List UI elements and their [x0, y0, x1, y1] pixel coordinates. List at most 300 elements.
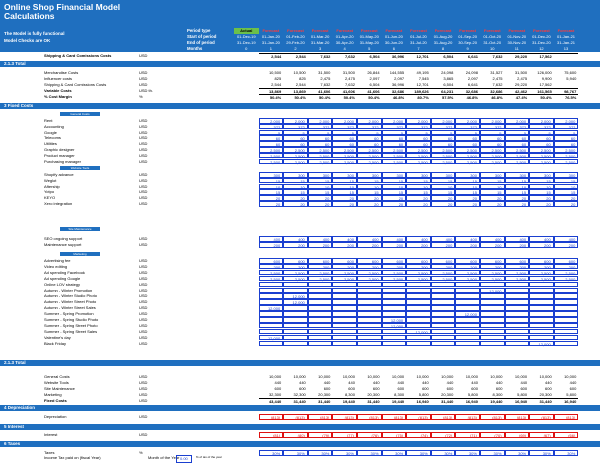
value-cell[interactable] [259, 282, 284, 288]
value-cell[interactable]: 2,500 [308, 159, 333, 165]
value-cell[interactable]: 825 [299, 76, 306, 81]
value-cell[interactable]: 2,097 [394, 76, 405, 81]
value-cell[interactable]: 600 [382, 258, 407, 264]
months-cell[interactable]: 8 [441, 46, 445, 51]
value-cell[interactable]: 600 [471, 386, 478, 391]
value-cell[interactable] [332, 317, 357, 323]
value-cell[interactable]: 600 [372, 386, 380, 391]
period_types-cell[interactable]: Forecast [311, 28, 329, 33]
value-cell[interactable] [234, 317, 259, 323]
value-cell[interactable]: 6,641 [467, 82, 478, 87]
value-cell[interactable]: (813) [283, 414, 308, 420]
value-cell[interactable]: 8,300 [344, 392, 355, 397]
value-cell[interactable]: 16,940 [554, 398, 579, 404]
value-cell[interactable] [283, 329, 308, 335]
value-cell[interactable] [234, 76, 259, 82]
value-cell[interactable]: 200 [554, 264, 579, 270]
period_types-cell[interactable]: Forecast [385, 28, 403, 33]
value-cell[interactable] [234, 130, 259, 136]
value-cell[interactable]: 50.4% [332, 94, 357, 100]
value-cell[interactable]: 49,195 [416, 70, 429, 75]
value-cell[interactable]: 200 [529, 242, 554, 248]
value-cell[interactable]: 2,500 [554, 153, 579, 159]
value-cell[interactable]: 12,000 [259, 305, 284, 311]
value-cell[interactable]: 2,475 [492, 76, 503, 81]
value-cell[interactable] [382, 288, 407, 294]
value-cell[interactable]: 400 [308, 236, 333, 242]
value-cell[interactable]: 2,500 [554, 270, 579, 276]
value-cell[interactable]: 2,500 [455, 147, 480, 153]
value-cell[interactable]: 300 [431, 172, 456, 178]
value-cell[interactable]: 2,500 [332, 153, 357, 159]
value-cell[interactable]: 30% [554, 450, 579, 456]
value-cell[interactable]: 600 [259, 258, 284, 264]
end_dates-cell[interactable]: 31-Aug-20 [433, 40, 453, 45]
value-cell[interactable]: 2,500 [406, 159, 431, 165]
value-cell[interactable]: 30% [283, 450, 308, 456]
months-cell[interactable]: 11 [514, 46, 519, 51]
value-cell[interactable]: 200 [505, 264, 530, 270]
value-cell[interactable] [308, 335, 333, 341]
value-cell[interactable] [283, 282, 308, 288]
value-cell[interactable] [505, 311, 530, 317]
value-cell[interactable]: 10 [480, 184, 505, 190]
value-cell[interactable]: 200 [406, 264, 431, 270]
value-cell[interactable]: 31,440 [308, 398, 333, 404]
value-cell[interactable] [406, 317, 431, 323]
value-cell[interactable]: 440 [446, 380, 454, 385]
value-cell[interactable]: 20 [431, 201, 456, 207]
value-cell[interactable]: 10 [406, 184, 431, 190]
value-cell[interactable]: 2,500 [382, 270, 407, 276]
value-cell[interactable]: 400 [382, 236, 407, 242]
value-cell[interactable] [505, 323, 530, 329]
value-cell[interactable]: 2,500 [505, 159, 530, 165]
value-cell[interactable]: 20 [357, 195, 382, 201]
value-cell[interactable]: 30% [357, 450, 382, 456]
value-cell[interactable]: 20 [308, 195, 333, 201]
value-cell[interactable]: 41,606 [332, 88, 357, 94]
value-cell[interactable] [529, 329, 554, 335]
start_dates-cell[interactable]: 01-Nov-20 [507, 34, 527, 39]
value-cell[interactable]: 60 [480, 141, 505, 147]
value-cell[interactable]: 31,500 [318, 70, 331, 75]
months-cell[interactable]: 7 [417, 46, 420, 51]
value-cell[interactable]: 400 [554, 236, 579, 242]
value-cell[interactable] [455, 317, 480, 323]
value-cell[interactable]: 20 [283, 195, 308, 201]
value-cell[interactable] [234, 374, 259, 380]
value-cell[interactable]: 2,500 [431, 159, 456, 165]
value-cell[interactable]: 600 [308, 258, 333, 264]
value-cell[interactable]: 46.8% [382, 94, 407, 100]
value-cell[interactable]: 2,500 [480, 276, 505, 282]
value-cell[interactable] [234, 184, 259, 190]
value-cell[interactable]: 30% [505, 450, 530, 456]
value-cell[interactable]: 400 [332, 236, 357, 242]
value-cell[interactable] [308, 305, 333, 311]
value-cell[interactable]: 2,500 [283, 159, 308, 165]
value-cell[interactable]: 24,098 [465, 70, 478, 75]
value-cell[interactable] [554, 341, 579, 347]
value-cell[interactable]: (66) [554, 432, 579, 438]
value-cell[interactable]: 30% [382, 450, 407, 456]
end_dates-cell[interactable]: 30-Jun-20 [384, 40, 403, 45]
value-cell[interactable]: 2,500 [382, 159, 407, 165]
value-cell[interactable]: 32,300 [293, 392, 306, 397]
value-cell[interactable] [406, 288, 431, 294]
value-cell[interactable] [406, 341, 431, 347]
value-cell[interactable]: 10,000 [539, 374, 552, 379]
period_types-cell[interactable]: Forecast [262, 28, 280, 33]
value-cell[interactable] [505, 299, 530, 305]
value-cell[interactable]: 2,500 [308, 276, 333, 282]
value-cell[interactable]: 372 [529, 124, 554, 130]
value-cell[interactable]: 2,500 [505, 147, 530, 153]
value-cell[interactable]: (813) [308, 414, 333, 420]
value-cell[interactable]: 400 [357, 236, 382, 242]
value-cell[interactable]: 2,500 [529, 270, 554, 276]
value-cell[interactable]: 7,632 [308, 53, 333, 59]
value-cell[interactable]: 200 [431, 264, 456, 270]
value-cell[interactable]: 15 [308, 189, 333, 195]
value-cell[interactable]: 440 [274, 380, 282, 385]
value-cell[interactable]: 15 [529, 178, 554, 184]
value-cell[interactable]: 15 [283, 189, 308, 195]
value-cell[interactable] [480, 317, 505, 323]
value-cell[interactable]: 2,000 [357, 118, 382, 124]
start_dates-cell[interactable]: 01-Jul-20 [410, 34, 427, 39]
value-cell[interactable]: 2,500 [308, 147, 333, 153]
value-cell[interactable]: 2,500 [431, 147, 456, 153]
value-cell[interactable]: 825 [274, 76, 282, 81]
value-cell[interactable]: 15 [382, 189, 407, 195]
value-cell[interactable]: (813) [554, 414, 579, 420]
value-cell[interactable]: 600 [283, 258, 308, 264]
value-cell[interactable] [332, 305, 357, 311]
value-cell[interactable]: 60 [505, 141, 530, 147]
value-cell[interactable]: 2,500 [308, 270, 333, 276]
value-cell[interactable]: 2,500 [308, 153, 333, 159]
value-cell[interactable]: 20 [529, 201, 554, 207]
value-cell[interactable] [234, 159, 259, 165]
value-cell[interactable]: 200 [382, 264, 407, 270]
value-cell[interactable] [505, 305, 530, 311]
value-cell[interactable]: 2,500 [283, 147, 308, 153]
value-cell[interactable] [283, 311, 308, 317]
value-cell[interactable]: 60 [554, 135, 579, 141]
value-cell[interactable] [529, 293, 554, 299]
value-cell[interactable]: 440 [348, 380, 355, 385]
period_types-cell[interactable]: Forecast [557, 28, 575, 33]
value-cell[interactable] [505, 341, 530, 347]
value-cell[interactable] [332, 299, 357, 305]
value-cell[interactable]: 12,000 [283, 299, 308, 305]
value-cell[interactable]: (67) [529, 432, 554, 438]
value-cell[interactable]: 60 [529, 141, 554, 147]
value-cell[interactable]: 400 [406, 236, 431, 242]
value-cell[interactable]: 200 [431, 242, 456, 248]
value-cell[interactable]: 5 [480, 130, 505, 136]
value-cell[interactable]: 30% [259, 450, 284, 456]
value-cell[interactable]: 60 [357, 141, 382, 147]
value-cell[interactable]: 41,606 [357, 88, 382, 94]
value-cell[interactable]: 2,500 [283, 270, 308, 276]
value-cell[interactable] [234, 82, 259, 88]
value-cell[interactable] [308, 323, 333, 329]
value-cell[interactable] [332, 293, 357, 299]
value-cell[interactable]: 2,000 [332, 118, 357, 124]
value-cell[interactable]: 60 [529, 135, 554, 141]
months-cell[interactable]: 2 [294, 46, 297, 51]
value-cell[interactable]: 200 [529, 264, 554, 270]
value-cell[interactable]: 20 [406, 195, 431, 201]
value-cell[interactable]: 15 [431, 189, 456, 195]
value-cell[interactable]: 60 [357, 135, 382, 141]
value-cell[interactable] [234, 94, 259, 100]
value-cell[interactable]: 20 [554, 201, 579, 207]
end_dates-cell[interactable]: 31-Dec-19 [236, 40, 256, 45]
value-cell[interactable] [382, 282, 407, 288]
value-cell[interactable] [234, 341, 259, 347]
value-cell[interactable]: 600 [569, 386, 577, 391]
value-cell[interactable]: 6,504 [369, 82, 380, 87]
value-cell[interactable]: 2,500 [554, 276, 579, 282]
value-cell[interactable] [234, 88, 259, 94]
value-cell[interactable]: 20,300 [367, 392, 380, 397]
value-cell[interactable]: 5,800 [418, 392, 429, 397]
value-cell[interactable]: 12,000 [382, 323, 407, 329]
value-cell[interactable]: 50.4% [357, 94, 382, 100]
period_types-cell[interactable]: Forecast [360, 28, 378, 33]
value-cell[interactable]: 26,844 [367, 70, 380, 75]
value-cell[interactable] [283, 305, 308, 311]
value-cell[interactable]: 12,000 [283, 293, 308, 299]
value-cell[interactable]: 440 [520, 380, 528, 385]
value-cell[interactable] [480, 305, 505, 311]
value-cell[interactable] [234, 380, 259, 386]
value-cell[interactable] [529, 335, 554, 341]
value-cell[interactable]: 2,500 [480, 270, 505, 276]
value-cell[interactable]: 10,000 [318, 374, 331, 379]
value-cell[interactable]: 60 [283, 141, 308, 147]
value-cell[interactable] [283, 323, 308, 329]
value-cell[interactable] [455, 288, 480, 294]
value-cell[interactable]: 200 [357, 242, 382, 248]
value-cell[interactable]: 300 [480, 172, 505, 178]
value-cell[interactable]: 400 [480, 236, 505, 242]
value-cell[interactable]: 75,600 [564, 70, 577, 75]
value-cell[interactable]: 10,000 [391, 374, 405, 379]
value-cell[interactable]: 2,475 [517, 76, 528, 81]
value-cell[interactable] [283, 317, 308, 323]
value-cell[interactable]: 200 [480, 264, 505, 270]
value-cell[interactable] [480, 329, 505, 335]
value-cell[interactable] [234, 147, 259, 153]
period_types-cell[interactable]: Forecast [434, 28, 452, 33]
value-cell[interactable]: (74) [406, 432, 431, 438]
value-cell[interactable]: 50.4% [308, 94, 333, 100]
value-cell[interactable]: 60 [455, 141, 480, 147]
value-cell[interactable]: 2,500 [382, 153, 407, 159]
value-cell[interactable] [554, 282, 579, 288]
value-cell[interactable]: 15 [283, 178, 308, 184]
value-cell[interactable] [529, 282, 554, 288]
value-cell[interactable] [332, 288, 357, 294]
value-cell[interactable] [234, 201, 259, 207]
value-cell[interactable]: 7,545 [418, 76, 429, 81]
value-cell[interactable]: 2,544 [283, 53, 308, 59]
end_dates-cell[interactable]: 30-Sep-20 [458, 40, 477, 45]
value-cell[interactable] [529, 299, 554, 305]
value-cell[interactable]: 400 [431, 236, 456, 242]
value-cell[interactable]: 2,000 [529, 118, 554, 124]
value-cell[interactable]: 2,000 [382, 118, 407, 124]
value-cell[interactable] [308, 341, 333, 347]
value-cell[interactable]: 372 [308, 124, 333, 130]
value-cell[interactable] [455, 299, 480, 305]
value-cell[interactable] [480, 341, 505, 347]
value-cell[interactable] [234, 329, 259, 335]
end_dates-cell[interactable]: 31-Jan-21 [557, 40, 576, 45]
value-cell[interactable]: 15 [357, 178, 382, 184]
value-cell[interactable]: 300 [357, 172, 382, 178]
value-cell[interactable]: (813) [480, 414, 505, 420]
value-cell[interactable] [431, 299, 456, 305]
value-cell[interactable]: 30% [308, 450, 333, 456]
value-cell[interactable]: 2,500 [431, 153, 456, 159]
value-cell[interactable] [234, 293, 259, 299]
value-cell[interactable] [382, 299, 407, 305]
value-cell[interactable]: 31,440 [283, 398, 308, 404]
value-cell[interactable]: 2,500 [529, 276, 554, 282]
value-cell[interactable]: 32,686 [382, 88, 407, 94]
value-cell[interactable]: 2,500 [554, 159, 579, 165]
value-cell[interactable]: 36,996 [391, 82, 405, 87]
value-cell[interactable] [332, 311, 357, 317]
start_dates-cell[interactable]: 01-Aug-20 [433, 34, 453, 39]
value-cell[interactable]: 2,500 [259, 276, 284, 282]
value-cell[interactable]: 2,544 [271, 82, 282, 87]
value-cell[interactable]: 15 [332, 178, 357, 184]
value-cell[interactable]: (813) [357, 414, 382, 420]
value-cell[interactable]: 2,000 [554, 118, 579, 124]
value-cell[interactable]: 2,500 [283, 153, 308, 159]
value-cell[interactable]: 2,500 [357, 270, 382, 276]
value-cell[interactable]: 600 [431, 258, 456, 264]
end_dates-cell[interactable]: 31-Mar-20 [310, 40, 330, 45]
value-cell[interactable]: 10 [455, 184, 480, 190]
months-cell[interactable]: 9 [466, 46, 469, 51]
value-cell[interactable] [234, 432, 259, 438]
value-cell[interactable]: 600 [357, 258, 382, 264]
value-cell[interactable] [406, 299, 431, 305]
value-cell[interactable]: 7,632 [344, 82, 355, 87]
value-cell[interactable]: 600 [480, 258, 505, 264]
value-cell[interactable]: 5,800 [467, 392, 478, 397]
value-cell[interactable] [259, 329, 284, 335]
value-cell[interactable]: 29,220 [505, 53, 530, 59]
value-cell[interactable] [382, 293, 407, 299]
value-cell[interactable] [455, 335, 480, 341]
value-cell[interactable]: 10 [554, 184, 579, 190]
value-cell[interactable]: 372 [259, 124, 284, 130]
value-cell[interactable]: 31,440 [529, 398, 554, 404]
value-cell[interactable]: (70) [480, 432, 505, 438]
value-cell[interactable]: 600 [495, 386, 503, 391]
months-cell[interactable]: 1 [269, 46, 272, 51]
value-cell[interactable]: 15 [480, 178, 505, 184]
value-cell[interactable] [259, 299, 284, 305]
value-cell[interactable]: 2,000 [406, 118, 431, 124]
value-cell[interactable]: 2,097 [467, 76, 478, 81]
value-cell[interactable] [382, 341, 407, 347]
value-cell[interactable]: 5 [529, 130, 554, 136]
start_dates-cell[interactable]: 01-Jun-20 [384, 34, 403, 39]
value-cell[interactable]: 400 [505, 236, 530, 242]
value-cell[interactable]: 600 [520, 386, 528, 391]
months-cell[interactable]: 0 [245, 46, 248, 51]
value-cell[interactable] [505, 288, 530, 294]
value-cell[interactable]: 10,000 [416, 374, 429, 379]
value-cell[interactable]: 6,641 [455, 53, 480, 59]
end_dates-cell[interactable]: 29-Feb-20 [286, 40, 305, 45]
months-cell[interactable]: 4 [343, 46, 346, 51]
value-cell[interactable] [431, 323, 456, 329]
value-cell[interactable] [357, 329, 382, 335]
value-cell[interactable]: 2,500 [480, 153, 505, 159]
value-cell[interactable]: 300 [332, 172, 357, 178]
value-cell[interactable]: 300 [382, 172, 407, 178]
value-cell[interactable]: 5,940 [566, 76, 577, 81]
value-cell[interactable] [554, 82, 579, 88]
value-cell[interactable]: (69) [505, 432, 530, 438]
value-cell[interactable]: 2,500 [529, 153, 554, 159]
value-cell[interactable]: 60 [505, 135, 530, 141]
value-cell[interactable]: (79) [308, 432, 333, 438]
months-cell[interactable]: 13 [563, 46, 569, 51]
period_types-cell[interactable]: Forecast [287, 28, 304, 33]
value-cell[interactable]: 2,475 [344, 76, 355, 81]
value-cell[interactable]: 372 [332, 124, 357, 130]
value-cell[interactable] [455, 282, 480, 288]
value-cell[interactable] [357, 311, 382, 317]
value-cell[interactable]: 29,220 [514, 82, 528, 87]
value-cell[interactable]: 2,544 [295, 82, 306, 87]
value-cell[interactable] [505, 335, 530, 341]
value-cell[interactable] [357, 323, 382, 329]
start_dates-cell[interactable]: 01-Oct-20 [483, 34, 502, 39]
value-cell[interactable]: 126,000 [537, 70, 552, 75]
value-cell[interactable]: 200 [308, 242, 333, 248]
value-cell[interactable]: 600 [348, 386, 355, 391]
value-cell[interactable]: 15 [259, 189, 284, 195]
value-cell[interactable]: 60 [259, 141, 284, 147]
value-cell[interactable] [554, 53, 579, 59]
value-cell[interactable] [480, 299, 505, 305]
value-cell[interactable]: 372 [382, 124, 407, 130]
value-cell[interactable] [529, 305, 554, 311]
end_dates-cell[interactable]: 30-Apr-20 [335, 40, 354, 45]
value-cell[interactable] [234, 392, 259, 398]
value-cell[interactable]: 200 [259, 264, 284, 270]
value-cell[interactable]: 20,300 [441, 392, 454, 397]
value-cell[interactable] [332, 323, 357, 329]
value-cell[interactable] [259, 323, 284, 329]
value-cell[interactable]: 10,500 [293, 70, 306, 75]
value-cell[interactable] [234, 172, 259, 178]
value-cell[interactable]: 20 [455, 201, 480, 207]
